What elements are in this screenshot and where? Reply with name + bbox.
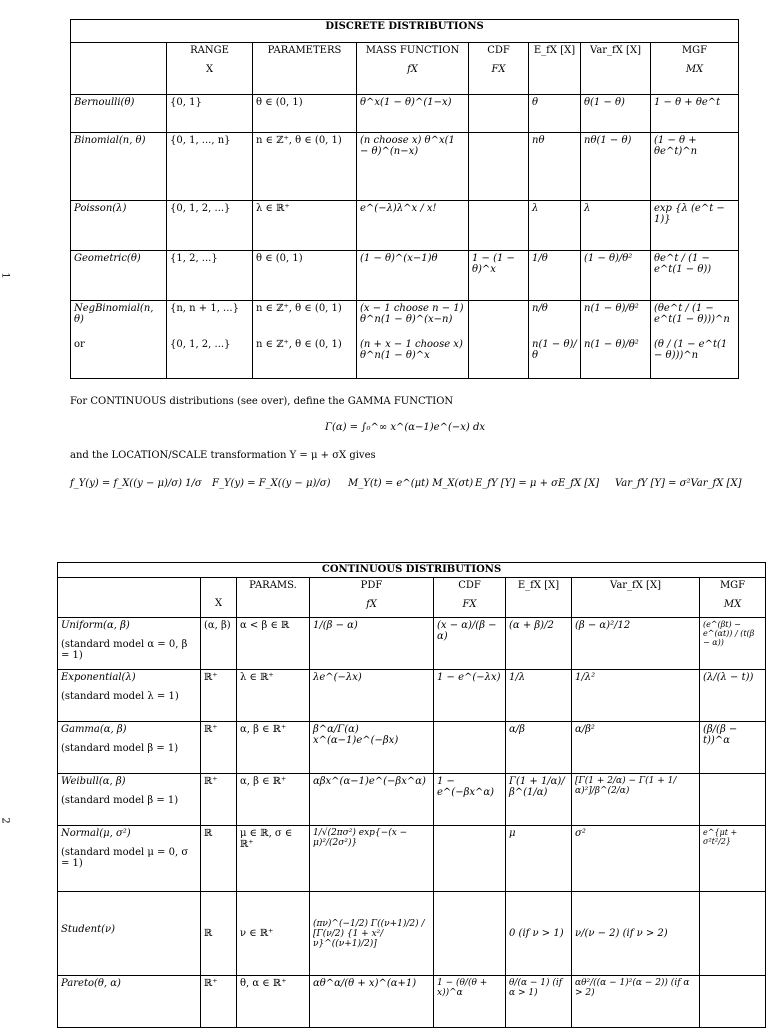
mgf-cell: (θ / (1 − e^t(1 − θ)))^n xyxy=(651,337,739,379)
mgf-cell: (λ/(λ − t)) xyxy=(700,670,766,722)
cdf-cell xyxy=(469,301,529,337)
discrete-header-row xyxy=(71,43,739,95)
table-row xyxy=(58,670,766,722)
range-cell: {1, 2, ...} xyxy=(167,251,253,301)
params-cell: θ ∈ (0, 1) xyxy=(253,251,357,301)
header-cell: PARAMS. xyxy=(237,578,310,618)
mgf-cell: (1 − θ + θe^t)^n xyxy=(651,133,739,201)
params-cell: α, β ∈ ℝ⁺ xyxy=(237,774,310,826)
var-cell: n(1 − θ)/θ² xyxy=(581,301,651,337)
header-cell: E_fX [X] xyxy=(506,578,572,618)
mgf-cell: (β/(β − t))^α xyxy=(700,722,766,774)
discrete-distributions-table xyxy=(70,19,739,379)
range-cell: ℝ⁺ xyxy=(201,670,237,722)
table-row xyxy=(58,618,766,670)
cdf-cell: 1 − e^(−βx^α) xyxy=(434,774,506,826)
params-cell: ν ∈ ℝ⁺ xyxy=(237,892,310,976)
pdf-cell: αβx^(α−1)e^(−βx^α) xyxy=(310,774,434,826)
var-cell: αθ²/((α − 1)²(α − 2)) (if α > 2) xyxy=(572,976,700,1028)
header-cell: Var_fX [X] xyxy=(581,43,651,95)
pmf-cell: (x − 1 choose n − 1) θ^n(1 − θ)^(x−n) xyxy=(357,301,469,337)
mgf-transform-formula: M_Y(t) = e^(μt) M_X(σt) xyxy=(348,478,474,489)
pdf-cell: 1/√(2πσ²) exp{−(x − μ)²/(2σ²)} xyxy=(310,826,434,892)
header-cell: CDF FX xyxy=(469,43,529,95)
table-row xyxy=(71,133,739,201)
page-number-2: 2 xyxy=(0,817,11,824)
table-row xyxy=(71,251,739,301)
cdf-cell xyxy=(434,722,506,774)
cdf-transform-formula: F_Y(y) = F_X((y − μ)/σ) xyxy=(212,478,331,489)
var-cell: θ(1 − θ) xyxy=(581,95,651,133)
header-cell: Var_fX [X] xyxy=(572,578,700,618)
params-cell: λ ∈ ℝ⁺ xyxy=(237,670,310,722)
header-cell: MGF MX xyxy=(700,578,766,618)
table-row xyxy=(71,301,739,337)
pmf-cell: (1 − θ)^(x−1)θ xyxy=(357,251,469,301)
cdf-cell xyxy=(469,337,529,379)
pmf-cell: (n + x − 1 choose x) θ^n(1 − θ)^x xyxy=(357,337,469,379)
var-cell: α/β² xyxy=(572,722,700,774)
mgf-cell: exp {λ (e^t − 1)} xyxy=(651,201,739,251)
pdf-cell: β^α/Γ(α) x^(α−1)e^(−βx) xyxy=(310,722,434,774)
range-cell: {0, 1, 2, ...} xyxy=(167,337,253,379)
cdf-cell: (x − α)/(β − α) xyxy=(434,618,506,670)
discrete-title: DISCRETE DISTRIBUTIONS xyxy=(71,20,739,43)
header-cell: CDF FX xyxy=(434,578,506,618)
mgf-cell: e^{μt + σ²t²/2} xyxy=(700,826,766,892)
table-row xyxy=(58,976,766,1028)
var-cell: σ² xyxy=(572,826,700,892)
params-cell: n ∈ ℤ⁺, θ ∈ (0, 1) xyxy=(253,133,357,201)
table-row xyxy=(58,722,766,774)
header-cell: PDF fX xyxy=(310,578,434,618)
range-cell: ℝ⁺ xyxy=(201,722,237,774)
params-cell: μ ∈ ℝ, σ ∈ ℝ⁺ xyxy=(237,826,310,892)
location-scale-text: and the LOCATION/SCALE transformation Y = μ + σX gives xyxy=(70,450,376,461)
mean-cell: n/θ xyxy=(529,301,581,337)
dist-name-cell: Uniform(α, β) (standard model α = 0, β = 1) xyxy=(58,618,201,670)
table-row xyxy=(71,201,739,251)
header-cell: RANGE X xyxy=(167,43,253,95)
range-cell: ℝ xyxy=(201,826,237,892)
range-cell: {0, 1} xyxy=(167,95,253,133)
pmf-cell: (n choose x) θ^x(1 − θ)^(n−x) xyxy=(357,133,469,201)
dist-name: Binomial(n, θ) xyxy=(71,133,167,201)
params-cell: θ, α ∈ ℝ⁺ xyxy=(237,976,310,1028)
params-cell: α, β ∈ ℝ⁺ xyxy=(237,722,310,774)
page-number-1: 1 xyxy=(0,272,11,279)
header-cell: MASS FUNCTION fX xyxy=(357,43,469,95)
pmf-cell: θ^x(1 − θ)^(1−x) xyxy=(357,95,469,133)
mean-cell: θ/(α − 1) (if α > 1) xyxy=(506,976,572,1028)
mean-cell: θ xyxy=(529,95,581,133)
mean-cell: nθ xyxy=(529,133,581,201)
mean-cell: 0 (if ν > 1) xyxy=(506,892,572,976)
range-cell: ℝ xyxy=(201,892,237,976)
header-cell: X xyxy=(201,578,237,618)
cdf-cell: 1 − (1 − θ)^x xyxy=(469,251,529,301)
params-cell: θ ∈ (0, 1) xyxy=(253,95,357,133)
cdf-cell xyxy=(469,95,529,133)
var-cell: λ xyxy=(581,201,651,251)
pmf-cell: e^(−λ)λ^x / x! xyxy=(357,201,469,251)
continuous-title: CONTINUOUS DISTRIBUTIONS xyxy=(58,563,766,578)
range-cell: (α, β) xyxy=(201,618,237,670)
dist-name: Geometric(θ) xyxy=(71,251,167,301)
dist-name-cell: Pareto(θ, α) xyxy=(58,976,201,1028)
mean-cell: μ xyxy=(506,826,572,892)
params-cell: λ ∈ ℝ⁺ xyxy=(253,201,357,251)
dist-name-cell: Normal(μ, σ²) (standard model μ = 0, σ = 1) xyxy=(58,826,201,892)
header-cell: E_fX [X] xyxy=(529,43,581,95)
continuous-distributions-table xyxy=(57,562,766,1028)
params-cell: n ∈ ℤ⁺, θ ∈ (0, 1) xyxy=(253,301,357,337)
params-cell: n ∈ ℤ⁺, θ ∈ (0, 1) xyxy=(253,337,357,379)
range-cell: {n, n + 1, ...} xyxy=(167,301,253,337)
mean-transform-formula: E_fY [Y] = μ + σE_fX [X] xyxy=(475,478,600,489)
cdf-cell xyxy=(434,826,506,892)
table-row xyxy=(71,95,739,133)
continuous-header-row xyxy=(58,578,766,618)
dist-name: Bernoulli(θ) xyxy=(71,95,167,133)
var-cell: nθ(1 − θ) xyxy=(581,133,651,201)
header-cell xyxy=(58,578,201,618)
pdf-cell: (πν)^(−1/2) Γ((ν+1)/2) / [Γ(ν/2) {1 + x²/ν}^((ν+1)/2)] xyxy=(310,892,434,976)
header-cell: PARAMETERS xyxy=(253,43,357,95)
table-row xyxy=(71,337,739,379)
cdf-cell xyxy=(469,133,529,201)
header-cell: MGF MX xyxy=(651,43,739,95)
var-cell: [Γ(1 + 2/α) − Γ(1 + 1/α)²]/β^(2/α) xyxy=(572,774,700,826)
mgf-cell: 1 − θ + θe^t xyxy=(651,95,739,133)
var-cell: n(1 − θ)/θ² xyxy=(581,337,651,379)
mgf-cell xyxy=(700,976,766,1028)
pdf-cell: 1/(β − α) xyxy=(310,618,434,670)
range-cell: ℝ⁺ xyxy=(201,976,237,1028)
var-cell: ν/(ν − 2) (if ν > 2) xyxy=(572,892,700,976)
gamma-function-formula: Γ(α) = ∫₀^∞ x^(α−1)e^(−x) dx xyxy=(325,422,485,433)
mgf-cell xyxy=(700,892,766,976)
table-row xyxy=(58,774,766,826)
dist-name: NegBinomial(n, θ) xyxy=(71,301,167,337)
header-cell xyxy=(71,43,167,95)
cdf-cell xyxy=(469,201,529,251)
dist-name: or xyxy=(71,337,167,379)
range-cell: {0, 1, ..., n} xyxy=(167,133,253,201)
var-cell: (1 − θ)/θ² xyxy=(581,251,651,301)
pdf-cell: αθ^α/(θ + x)^(α+1) xyxy=(310,976,434,1028)
density-transform-formula: f_Y(y) = f_X((y − μ)/σ) 1/σ xyxy=(70,478,202,489)
dist-name-cell: Gamma(α, β) (standard model β = 1) xyxy=(58,722,201,774)
continuous-intro: For CONTINUOUS distributions (see over), define the GAMMA FUNCTION xyxy=(70,396,454,407)
mean-cell: (α + β)/2 xyxy=(506,618,572,670)
table-row xyxy=(58,826,766,892)
dist-name-cell: Exponential(λ) (standard model λ = 1) xyxy=(58,670,201,722)
cdf-cell: 1 − (θ/(θ + x))^α xyxy=(434,976,506,1028)
var-cell: (β − α)²/12 xyxy=(572,618,700,670)
mgf-cell: (e^(βt) − e^(αt)) / (t(β − α)) xyxy=(700,618,766,670)
range-cell: {0, 1, 2, ...} xyxy=(167,201,253,251)
dist-name: Poisson(λ) xyxy=(71,201,167,251)
mean-cell: n(1 − θ)/θ xyxy=(529,337,581,379)
dist-name-cell: Weibull(α, β) (standard model β = 1) xyxy=(58,774,201,826)
table-row xyxy=(58,892,766,976)
mgf-cell: θe^t / (1 − e^t(1 − θ)) xyxy=(651,251,739,301)
var-cell: 1/λ² xyxy=(572,670,700,722)
mean-cell: 1/λ xyxy=(506,670,572,722)
mgf-cell: (θe^t / (1 − e^t(1 − θ)))^n xyxy=(651,301,739,337)
mgf-cell xyxy=(700,774,766,826)
mean-cell: Γ(1 + 1/α)/β^(1/α) xyxy=(506,774,572,826)
mean-cell: λ xyxy=(529,201,581,251)
params-cell: α < β ∈ ℝ xyxy=(237,618,310,670)
cdf-cell: 1 − e^(−λx) xyxy=(434,670,506,722)
mean-cell: α/β xyxy=(506,722,572,774)
dist-name-cell: Student(ν) xyxy=(58,892,201,976)
pdf-cell: λe^(−λx) xyxy=(310,670,434,722)
variance-transform-formula: Var_fY [Y] = σ²Var_fX [X] xyxy=(615,478,742,489)
mean-cell: 1/θ xyxy=(529,251,581,301)
cdf-cell xyxy=(434,892,506,976)
range-cell: ℝ⁺ xyxy=(201,774,237,826)
